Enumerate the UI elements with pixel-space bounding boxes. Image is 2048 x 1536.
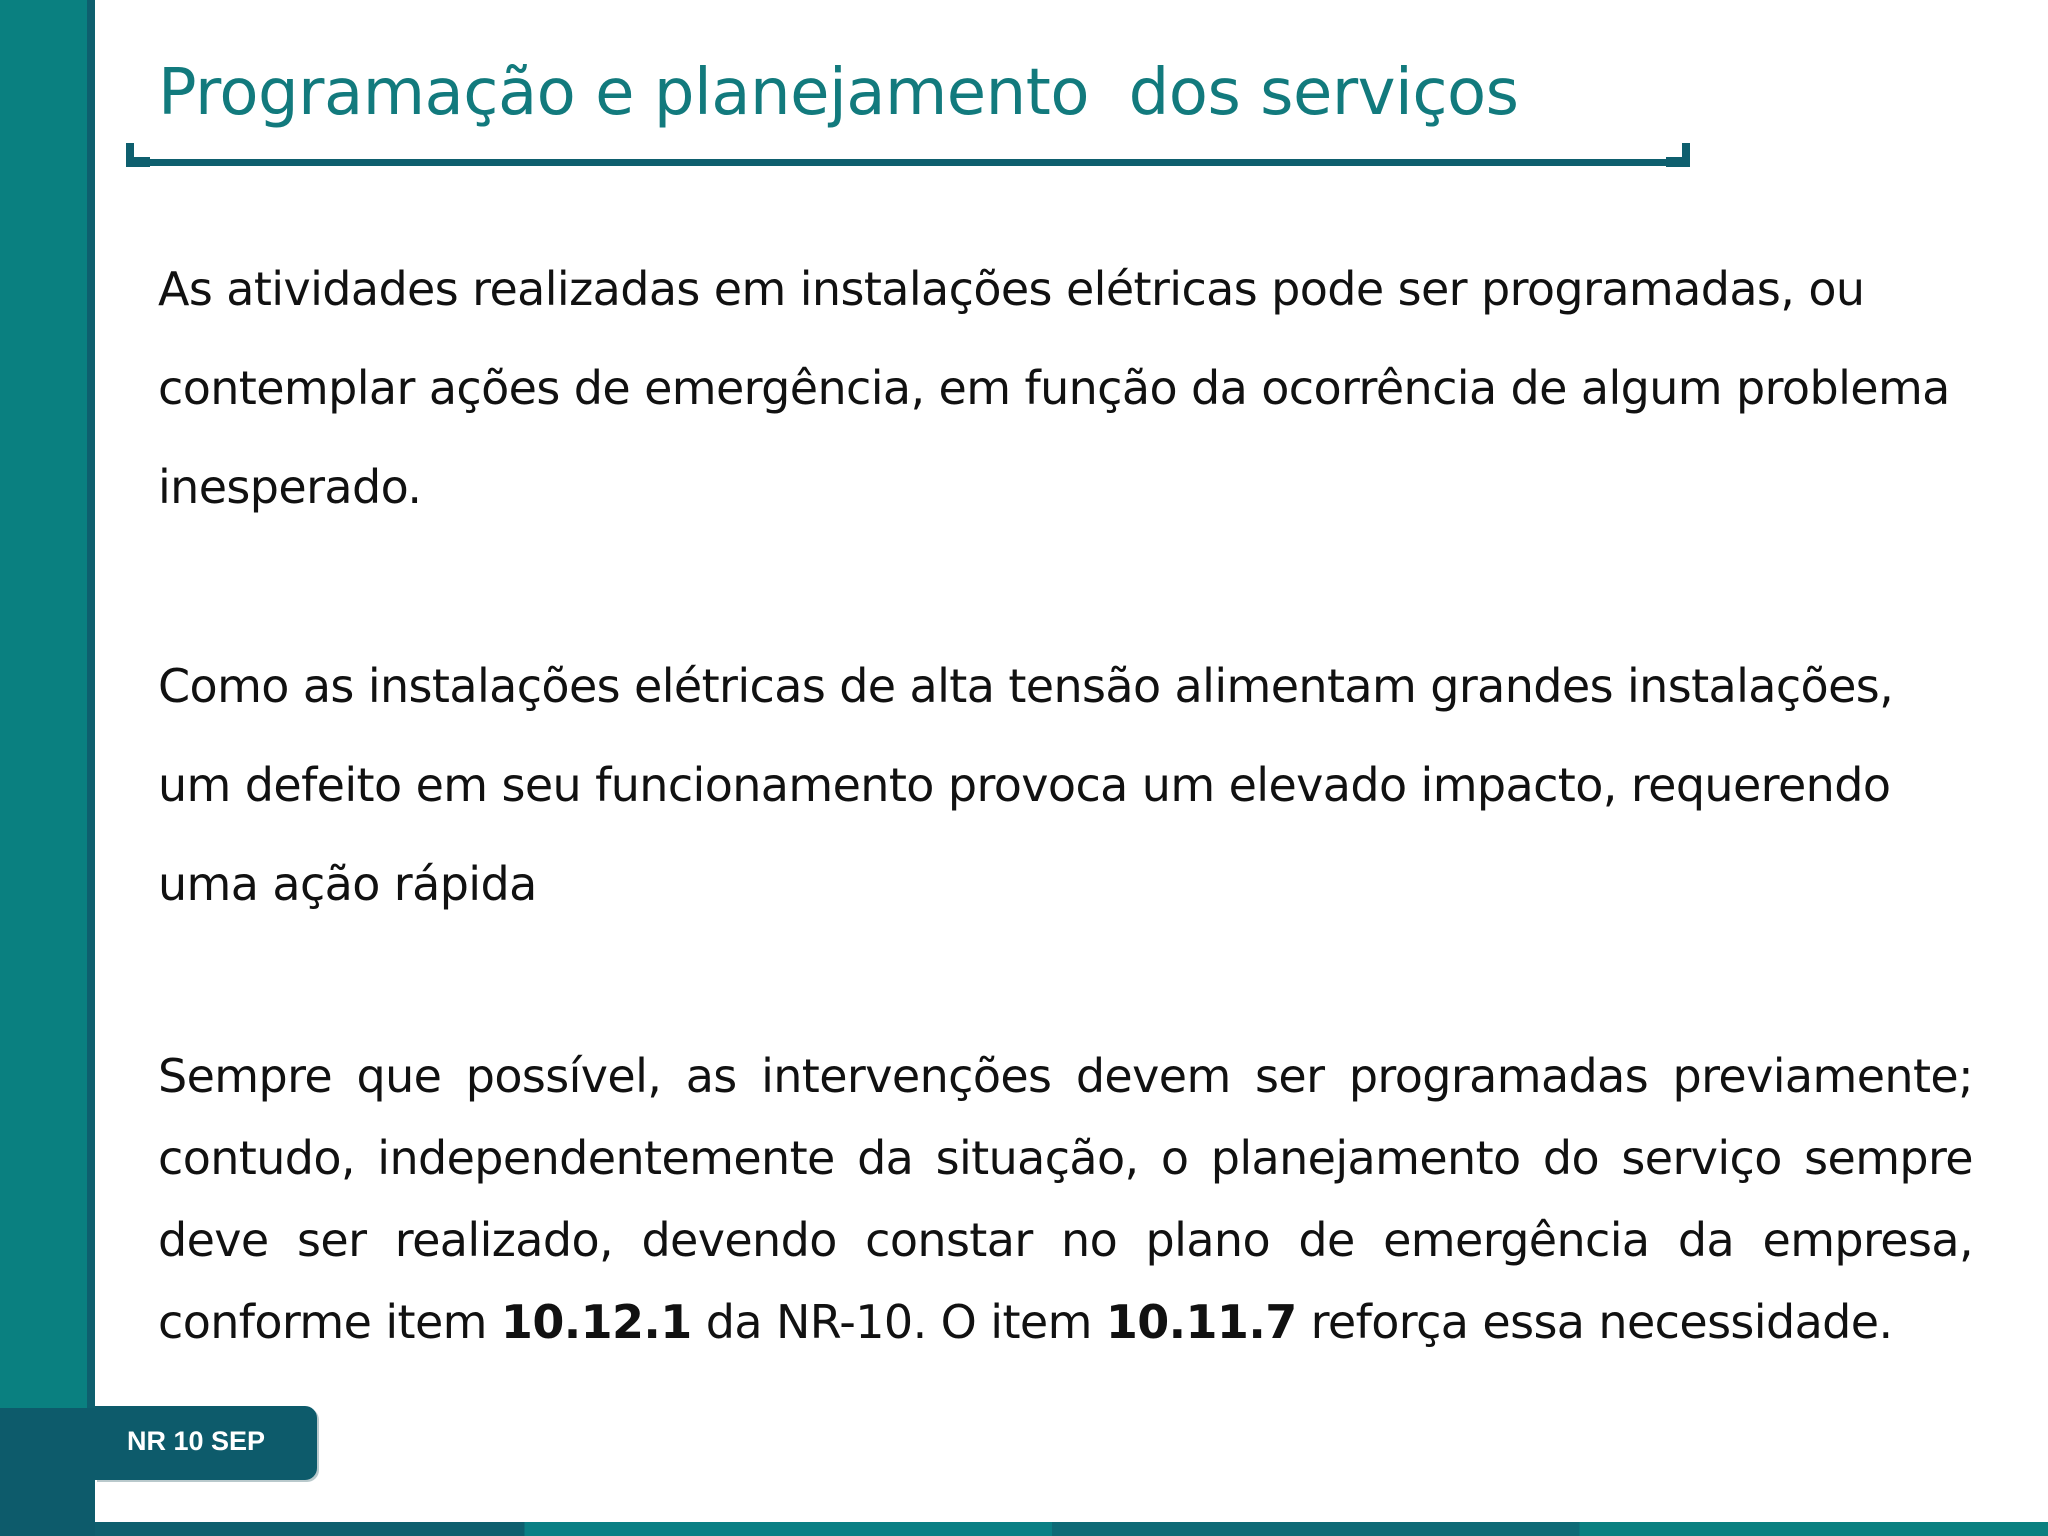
bottom-decorative-bar [95,1522,2048,1536]
slide-title: Programação e planejamento dos serviços [158,56,1519,130]
item-reference-10-12-1: 10.12.1 [500,1295,692,1349]
paragraph-planning-text-2: da NR-10. O item [691,1295,1106,1349]
paragraph-planning-text-1: Sempre que possível, as intervenções devem ser programadas previamente; contudo, independentemente da situação, o planejamento do serviço sempre deve ser realizado, devendo constar no plano de emergência da empresa, conforme item [158,1049,1973,1349]
left-corner-block [0,1408,95,1536]
paragraph-planning-text-3: reforça essa necessidade. [1296,1295,1893,1349]
left-decorative-line [87,0,95,1536]
footer-badge [95,1406,317,1480]
paragraph-activities: As atividades realizadas em instalações elétricas pode ser programadas, ou contemplar ações de emergência, em função da ocorrência de algum problema inesperado. [158,262,1950,514]
paragraph-planning [158,1035,1973,1363]
left-decorative-band [0,0,87,1536]
footer-badge-label: NR 10 SEP [127,1426,266,1456]
title-underline [126,143,1690,167]
paragraph-high-voltage: Como as instalações elétricas de alta tensão alimentam grandes instalações, um defeito em seu funcionamento provoca um elevado impacto, requerendo uma ação rápida [158,659,1894,911]
item-reference-10-11-7: 10.11.7 [1105,1295,1297,1349]
